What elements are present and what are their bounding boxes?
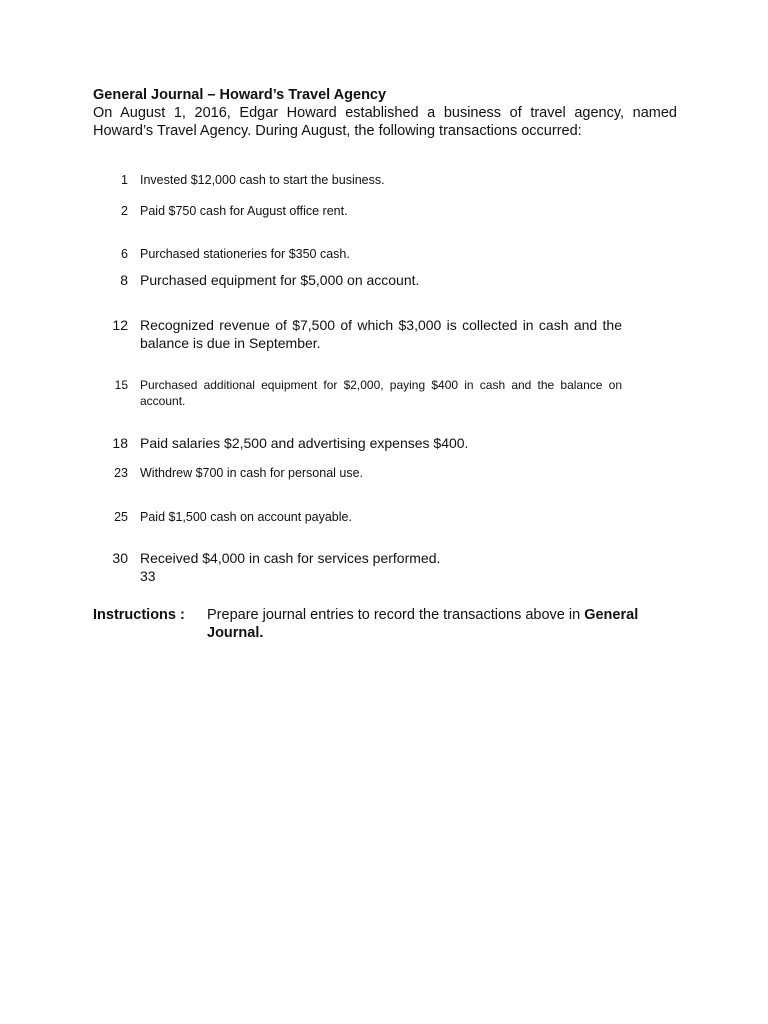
instructions-block (93, 606, 683, 642)
transaction-day: 1 (121, 173, 128, 187)
instructions-text: Prepare journal entries to record the transactions above in (207, 607, 585, 623)
transaction-item (106, 172, 622, 188)
transaction-item (106, 549, 622, 567)
transaction-item (106, 203, 622, 219)
transaction-item (106, 465, 622, 481)
transaction-item (106, 377, 622, 409)
transaction-item (106, 246, 622, 262)
transaction-day: 6 (121, 247, 128, 261)
transaction-text: Recognized revenue of $7,500 of which $3,000 is collected in cash and the balance is due in September. (140, 317, 622, 351)
transaction-text: Purchased additional equipment for $2,000, paying $400 in cash and the balance on account. (140, 378, 622, 408)
intro-paragraph: On August 1, 2016, Edgar Howard established a business of travel agency, named Howard’s Travel Agency. During August, the following transactions occurred: (93, 105, 677, 139)
transaction-text: Paid $1,500 cash on account payable. (140, 510, 352, 524)
instructions-bold-journal: Journal. (207, 625, 264, 641)
transaction-day: 2 (121, 204, 128, 218)
transaction-text: Withdrew $700 in cash for personal use. (140, 466, 364, 480)
transaction-day: 18 (112, 435, 128, 451)
instructions-label: Instructions : (93, 607, 185, 623)
transaction-day: 15 (114, 378, 128, 392)
transaction-text: Paid salaries $2,500 and advertising expenses $400. (140, 435, 469, 451)
transaction-day: 12 (112, 317, 128, 333)
transaction-text: Received $4,000 in cash for services performed. (140, 550, 441, 566)
instructions-bold-general: General (584, 607, 639, 623)
transaction-item (106, 509, 622, 525)
transaction-day: 8 (120, 272, 128, 288)
transaction-item (106, 271, 622, 289)
transaction-text: Purchased equipment for $5,000 on account. (140, 272, 420, 288)
transaction-text: Purchased stationeries for $350 cash. (140, 247, 350, 261)
stray-number: 33 (140, 568, 156, 584)
transaction-item (106, 434, 622, 452)
transaction-day: 23 (114, 466, 128, 480)
document-heading: General Journal – Howard’s Travel Agency (93, 87, 387, 103)
transaction-day: 30 (112, 550, 128, 566)
transaction-day: 25 (114, 510, 128, 524)
transaction-text: Invested $12,000 cash to start the business. (140, 173, 385, 187)
transaction-text: Paid $750 cash for August office rent. (140, 204, 348, 218)
transaction-item (106, 316, 622, 352)
